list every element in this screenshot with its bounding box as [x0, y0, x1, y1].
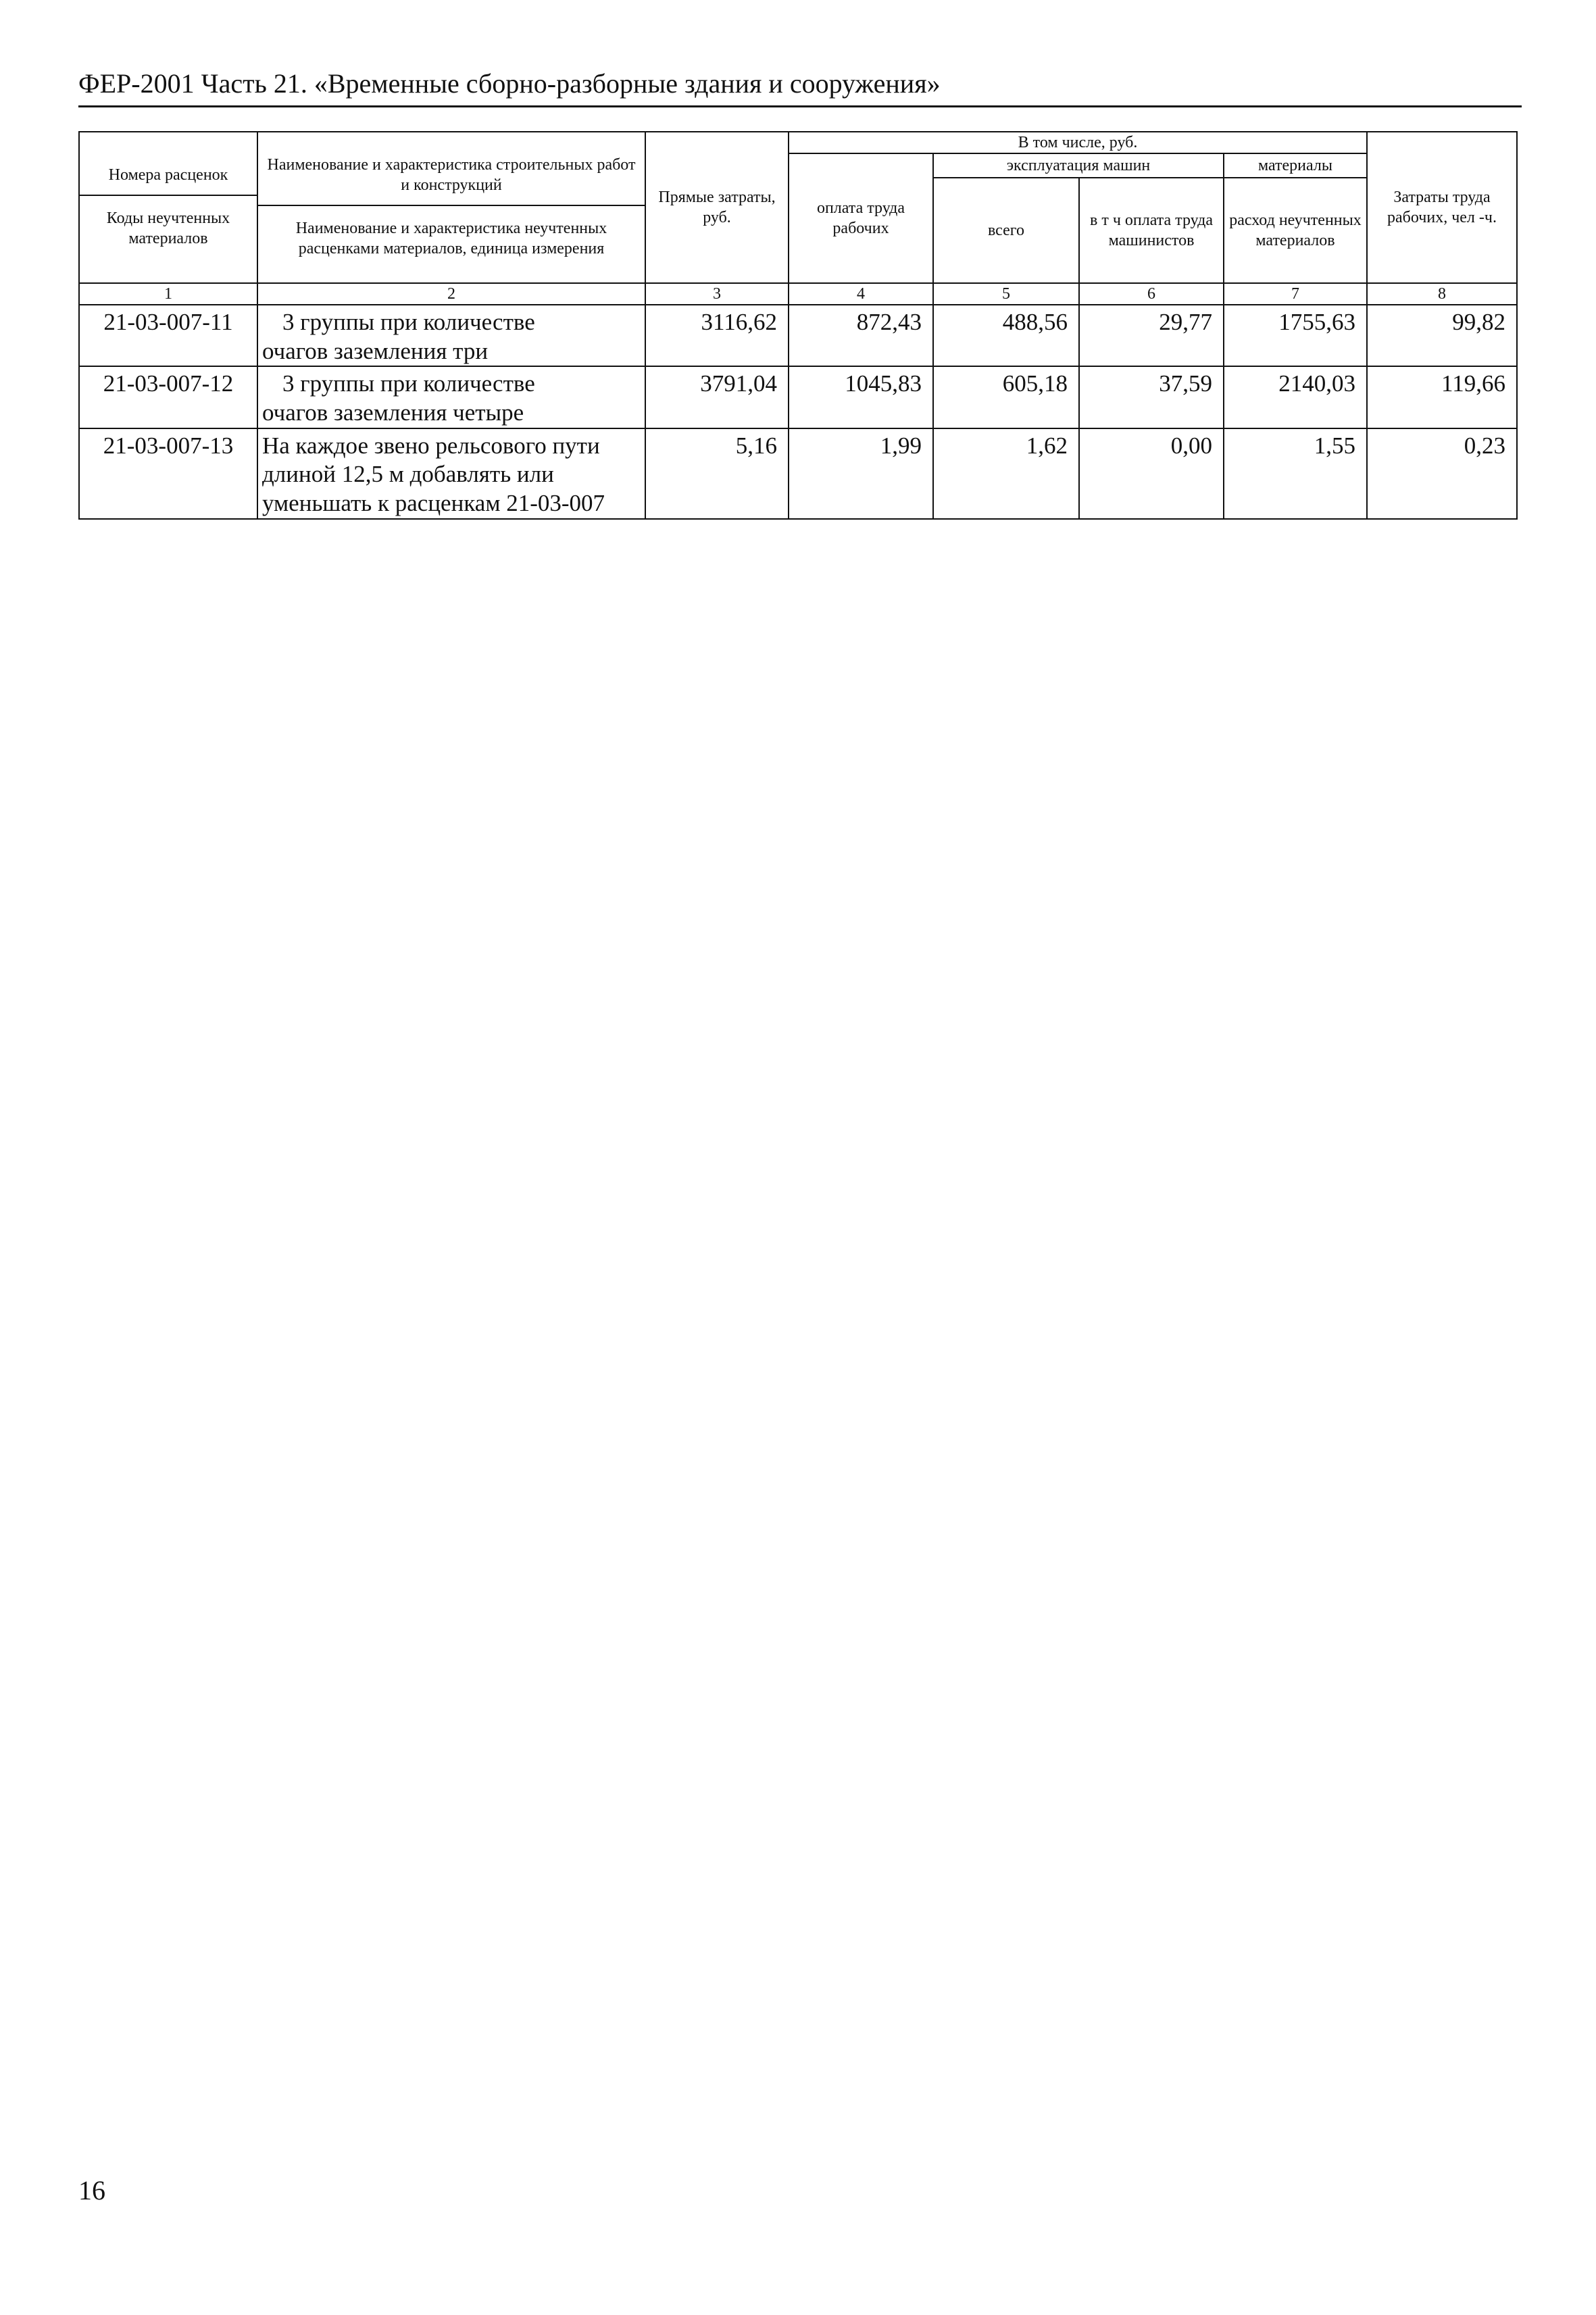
column-number: 6: [1079, 283, 1224, 305]
page-title: ФЕР-2001 Часть 21. «Временные сборно-разборные здания и сооружения»: [78, 68, 941, 99]
table-row: [79, 366, 1517, 428]
labor-hours-value: 99,82: [1367, 305, 1517, 366]
machines-total-value: 1,62: [933, 428, 1079, 519]
machines-total-value: 605,18: [933, 366, 1079, 428]
direct-costs-value: 3791,04: [645, 366, 789, 428]
rate-name-line: 3 группы при количестве: [282, 370, 535, 397]
header-col1: [79, 132, 257, 283]
rate-name-line: длиной 12,5 м добавлять или: [262, 461, 554, 488]
header-machinists-pay: в т ч оплата труда машинистов: [1079, 178, 1224, 283]
rate-name-line: очагов заземления три: [262, 337, 489, 364]
table-row: [79, 305, 1517, 366]
header-material-codes: Коды неучтенных материалов: [106, 209, 230, 247]
direct-costs-value: 3116,62: [645, 305, 789, 366]
rate-name: [257, 305, 645, 366]
labor-pay-value: 1045,83: [789, 366, 933, 428]
labor-pay-value: 1,99: [789, 428, 933, 519]
header-materials-usage: расход неучтенных материалов: [1224, 178, 1367, 283]
machinists-pay-value: 37,59: [1079, 366, 1224, 428]
rates-table: [78, 131, 1518, 520]
page-number: 16: [78, 2175, 105, 2206]
rate-code: 21-03-007-13: [79, 428, 257, 519]
header-col2: [257, 132, 645, 283]
column-number-row: [79, 283, 1517, 305]
labor-pay-value: 872,43: [789, 305, 933, 366]
header-material-name: Наименование и характеристика неучтенных расценками материалов, единица измерения: [295, 220, 607, 257]
header-including: В том числе, руб.: [789, 132, 1367, 153]
header-direct-costs: Прямые затраты, руб.: [645, 132, 789, 283]
column-number: 1: [79, 283, 257, 305]
header-labor-hours: Затраты труда рабочих, чел -ч.: [1367, 132, 1517, 283]
rate-name: [257, 366, 645, 428]
machinists-pay-value: 0,00: [1079, 428, 1224, 519]
header-labor-pay: оплата труда рабочих: [789, 153, 933, 283]
header-row: [79, 132, 1517, 153]
column-number: 2: [257, 283, 645, 305]
header-machines-total: всего: [933, 178, 1079, 283]
rate-code: 21-03-007-12: [79, 366, 257, 428]
table-row: [79, 428, 1517, 519]
machines-total-value: 488,56: [933, 305, 1079, 366]
rate-name-line: очагов заземления четыре: [262, 399, 524, 426]
column-number: 3: [645, 283, 789, 305]
materials-value: 1,55: [1224, 428, 1367, 519]
labor-hours-value: 119,66: [1367, 366, 1517, 428]
header-machines: эксплуатация машин: [933, 153, 1224, 178]
materials-value: 2140,03: [1224, 366, 1367, 428]
header-materials: материалы: [1224, 153, 1367, 178]
header-work-name: Наименование и характеристика строительных работ и конструкций: [258, 151, 645, 206]
direct-costs-value: 5,16: [645, 428, 789, 519]
rate-code: 21-03-007-11: [79, 305, 257, 366]
header-rate-numbers: Номера расценок: [80, 161, 257, 196]
header-divider: [78, 105, 1522, 107]
rate-name-line: На каждое звено рельсового пути: [262, 432, 600, 459]
machinists-pay-value: 29,77: [1079, 305, 1224, 366]
column-number: 7: [1224, 283, 1367, 305]
materials-value: 1755,63: [1224, 305, 1367, 366]
rate-name-line: 3 группы при количестве: [282, 309, 535, 335]
column-number: 4: [789, 283, 933, 305]
rate-name-line: уменьшать к расценкам 21-03-007: [262, 490, 605, 517]
column-number: 5: [933, 283, 1079, 305]
column-number: 8: [1367, 283, 1517, 305]
labor-hours-value: 0,23: [1367, 428, 1517, 519]
rate-name: [257, 428, 645, 519]
